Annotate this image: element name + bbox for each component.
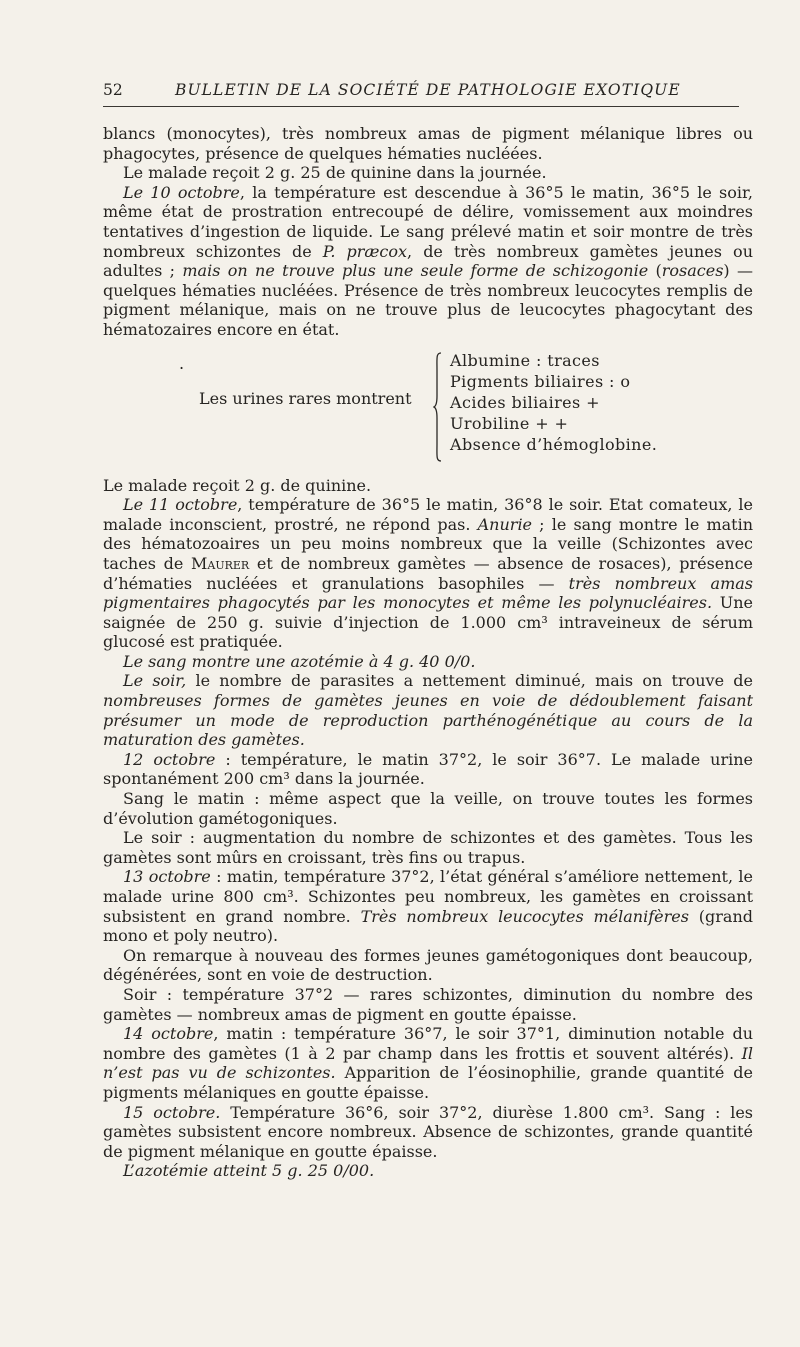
paragraph bbox=[103, 867, 753, 945]
urine-item: Acides biliaires + bbox=[450, 392, 600, 412]
running-title: BULLETIN DE LA SOCIÉTÉ DE PATHOLOGIE EXOTIQUE bbox=[175, 81, 681, 99]
paragraph bbox=[103, 183, 753, 340]
urine-item: Pigments biliaires : o bbox=[450, 371, 631, 391]
emphasis: rosaces bbox=[661, 261, 724, 281]
emphasis: Très nombreux leucocytes mélanifères bbox=[360, 906, 689, 926]
page-number: 52 bbox=[103, 81, 123, 99]
text-run: et de nombreux gamètes — absence de rosaces), présence d’hématies nucléées et granulations basophiles — bbox=[103, 553, 754, 593]
curly-brace-icon bbox=[433, 352, 442, 462]
running-header bbox=[103, 80, 739, 106]
paragraph: Le malade reçoit 2 g. de quinine. bbox=[103, 475, 372, 495]
urine-results-block bbox=[103, 350, 753, 466]
paragraph bbox=[103, 1103, 753, 1162]
date-label: 13 octobre bbox=[123, 867, 211, 887]
emphasis: très nombreux amas pigmentaires phagocytés par les monocytes et même les polynucléaires. bbox=[103, 573, 754, 613]
paragraph: Le sang montre une azotémie à 4 g. 40 0/0. bbox=[123, 651, 476, 671]
paragraph: On remarque à nouveau des formes jeunes gamétogoniques dont beaucoup, dégénérées, sont en voie de destruction. bbox=[103, 945, 753, 985]
author-name: Maurer bbox=[191, 553, 250, 573]
emphasis: nombreuses formes de gamètes jeunes en voie de dédoublement faisant présumer un mode de reproduction parthénogénétique au cours de la maturation des gamètes. bbox=[103, 691, 753, 750]
body-text bbox=[103, 124, 753, 1181]
paragraph: L’azotémie atteint 5 g. 25 0/00. bbox=[123, 1161, 375, 1181]
paragraph: Le malade reçoit 2 g. 25 de quinine dans la journée. bbox=[123, 163, 547, 183]
text-run: le nombre de parasites a nettement diminué, mais on trouve de bbox=[186, 671, 753, 691]
urine-items bbox=[450, 350, 657, 455]
text-run: ( bbox=[648, 261, 662, 281]
text-run: , matin : température 36°7, le soir 37°1, diminution notable du nombre des gamètes (1 à 2 par champ dans les frottis et souvent altérés). bbox=[103, 1024, 753, 1063]
date-label: 15 octobre. bbox=[123, 1102, 221, 1122]
paragraph: Soir : température 37°2 — rares schizontes, diminution du nombre des gamètes — nombreux amas de pigment en goutte épaisse. bbox=[103, 984, 753, 1024]
date-label: 12 octobre bbox=[123, 749, 216, 769]
date-label: Le 11 octobre bbox=[123, 495, 238, 515]
emphasis: Anurie bbox=[477, 514, 533, 534]
header-rule bbox=[103, 106, 739, 107]
urine-item: Urobiline + + bbox=[450, 413, 569, 433]
text-run: ; le sang montre le matin des hématozoaires un peu moins nombreux que la veille (Schizontes avec taches de bbox=[103, 514, 753, 573]
emphasis: Le soir, bbox=[123, 671, 187, 691]
urine-lead: Les urines rares montrent bbox=[199, 388, 412, 408]
emphasis: mais on ne trouve plus une seule forme de schizogonie bbox=[182, 261, 649, 281]
paragraph bbox=[103, 1024, 753, 1102]
paragraph: blancs (monocytes), très nombreux amas de pigment mélanique libres ou phagocytes, présence de quelques hématies nucléées. bbox=[103, 124, 753, 163]
urine-item: Absence d’hémoglobine. bbox=[450, 434, 658, 454]
urine-item: Albumine : traces bbox=[450, 350, 600, 370]
paragraph bbox=[103, 671, 753, 749]
species-name: P. præcox bbox=[322, 241, 408, 261]
text-run: , de très nombreux gamètes jeunes ou adultes ; bbox=[103, 241, 753, 281]
date-label: Le 10 octobre bbox=[123, 182, 240, 202]
text-run: Température 36°6, soir 37°2, diurèse 1.800 cm³. Sang : les gamètes subsistent encore nombreux. Absence de schizontes, grande quantité de pigment mélanique en goutte épaisse. bbox=[103, 1102, 754, 1161]
text-run: : température, le matin 37°2, le soir 36°7. Le malade urine spontanément 200 cm³ dans la journée. bbox=[103, 749, 753, 789]
text-run: Une saignée de 250 g. suivie d’injection de 1.000 cm³ intraveineux de sérum glucosé est pratiquée. bbox=[103, 593, 753, 652]
stray-dot: . bbox=[179, 353, 185, 373]
text-run: , la température est descendue à 36°5 le matin, 36°5 le soir, même état de prostration entrecoupé de délire, vomissement aux moindres tentatives d’ingestion de liquide. Le sang prélevé matin et soir montre de très nombreux schizontes de bbox=[103, 182, 753, 261]
text-run: Apparition de l’éosinophilie, grande quantité de pigments mélaniques en goutte épaisse. bbox=[103, 1063, 754, 1102]
date-label: 14 octobre bbox=[123, 1024, 214, 1044]
text-run: (grand mono et poly neutro). bbox=[103, 906, 753, 946]
text-run: : matin, température 37°2, l’état général s’améliore nettement, le malade urine 800 cm³. Schizontes peu nombreux, les gamètes en croissant subsistent en grand nombre. bbox=[103, 867, 753, 926]
paragraph: Le soir : augmentation du nombre de schizontes et des gamètes. Tous les gamètes sont mûrs en croissant, très fins ou trapus. bbox=[103, 828, 753, 867]
paragraph bbox=[103, 495, 753, 652]
emphasis: Il n’est pas vu de schizontes. bbox=[103, 1043, 753, 1083]
paragraph bbox=[103, 750, 753, 789]
paragraph: Sang le matin : même aspect que la veille, on trouve toutes les formes d’évolution gamétogoniques. bbox=[103, 789, 753, 828]
text-run: ) — quelques hématies nucléées. Présence de très nombreux leucocytes remplis de pigment mélanique, mais on ne trouve plus de leucocytes phagocytant des hématozaires encore en état. bbox=[103, 261, 753, 339]
text-run: , température de 36°5 le matin, 36°8 le soir. Etat comateux, le malade inconscient, prostré, ne répond pas. bbox=[103, 495, 754, 534]
